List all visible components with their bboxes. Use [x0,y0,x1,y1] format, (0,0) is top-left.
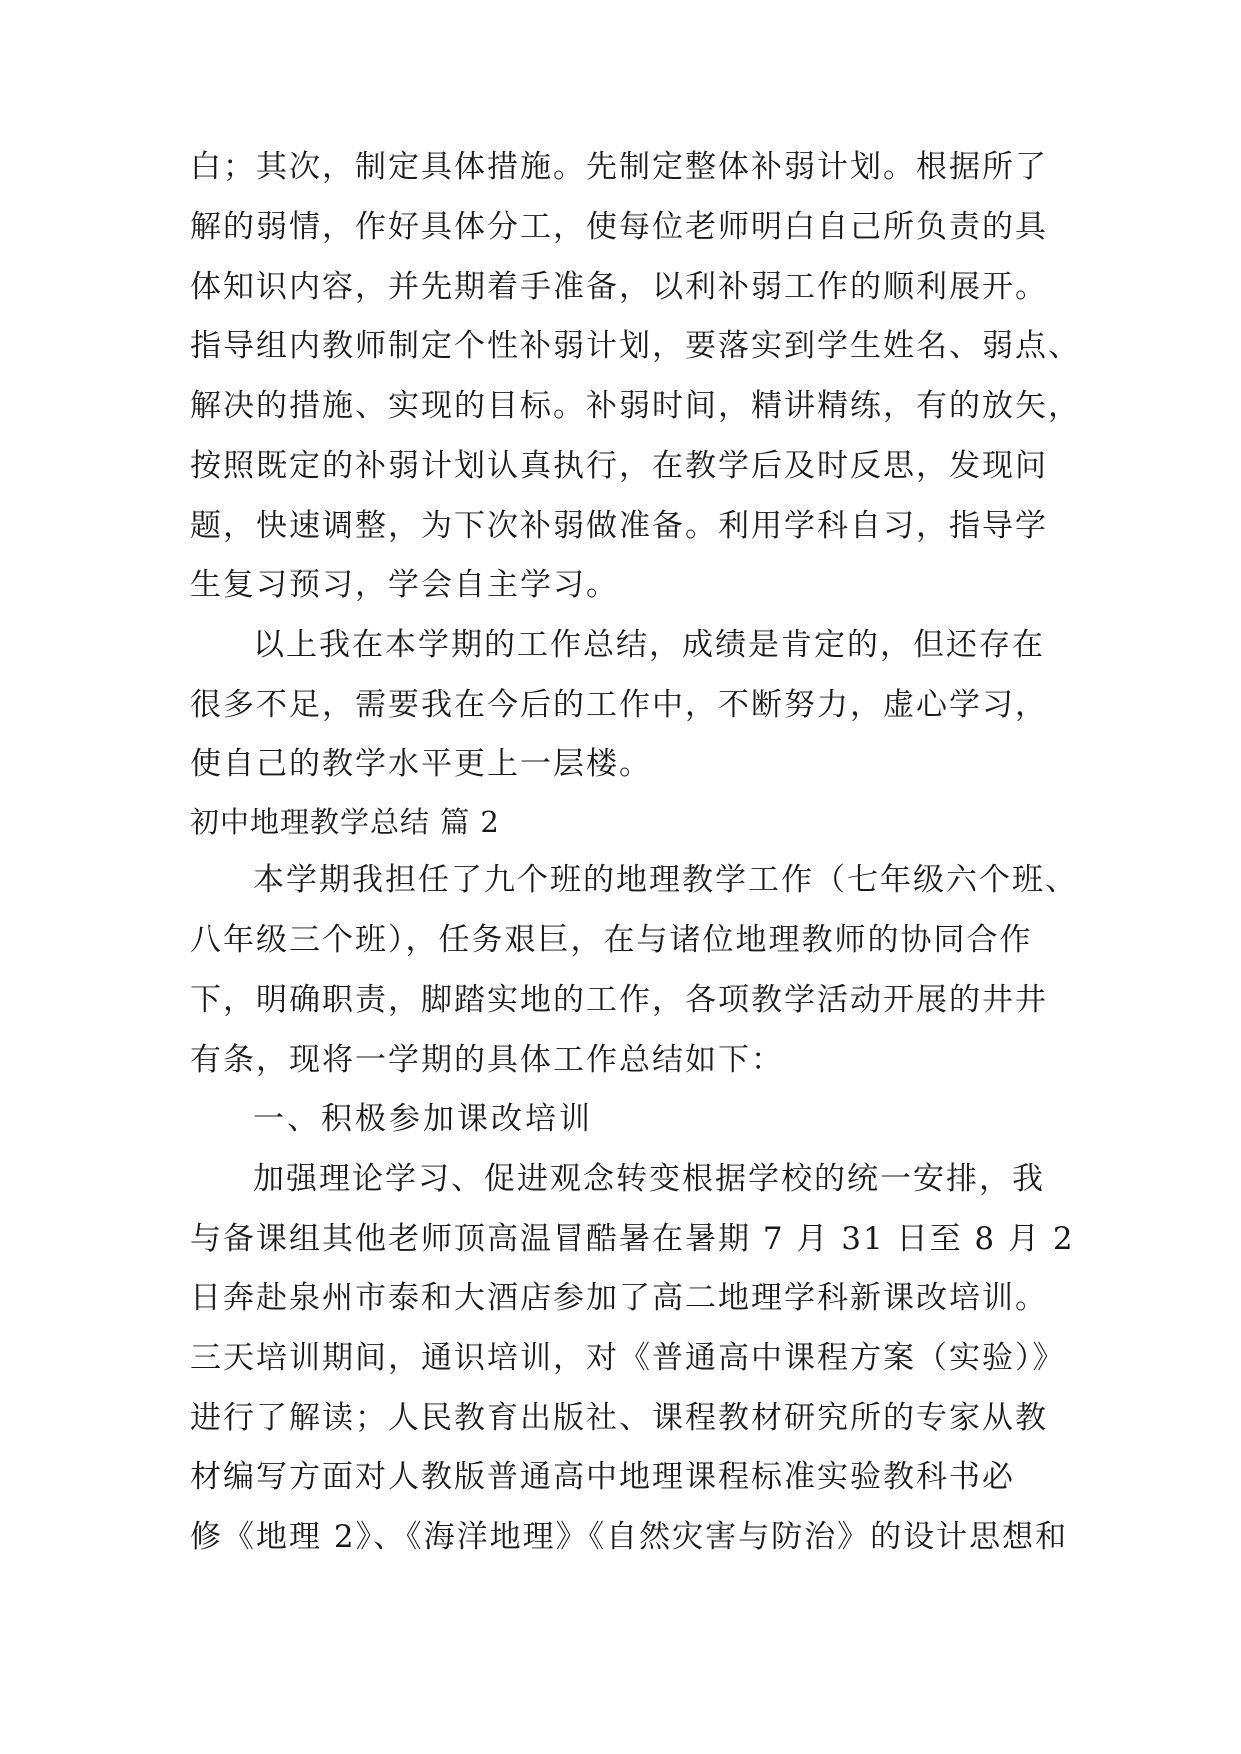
text-line: 八年级三个班），任务艰巨，在与诸位地理教师的协同合作 [190,922,1033,958]
text-line: 解的弱情，作好具体分工，使每位老师明白自己所负责的具 [190,209,1048,245]
text-line: 三天培训期间，通识培训，对《普通高中课程方案（实验）》 [190,1340,1066,1376]
text-line: 下，明确职责，脚踏实地的工作，各项教学活动开展的井井 [190,982,1048,1018]
text-line: 题，快速调整，为下次补弱做准备。利用学科自习，指导学 [190,508,1048,544]
text-line: 体知识内容，并先期着手准备，以利补弱工作的顺利展开。 [190,269,1048,305]
paragraph-first-line: 以上我在本学期的工作总结，成绩是肯定的，但还存在 [253,627,1045,663]
text-line: 指导组内教师制定个性补弱计划，要落实到学生姓名、弱点、 [190,328,1081,364]
text-line: 生复习预习，学会自主学习。 [190,567,619,603]
paragraph-first-line: 本学期我担任了九个班的地理教学工作（七年级六个班、 [253,862,1078,898]
text-line: 有条，现将一学期的具体工作总结如下： [190,1042,784,1078]
text-line: 使自己的教学水平更上一层楼。 [190,746,652,782]
article-heading: 初中地理教学总结 篇 2 [190,805,500,839]
text-line: 与备课组其他老师顶高温冒酷暑在暑期 7 月 31 日至 8 月 2 [190,1221,1075,1257]
paragraph-first-line: 加强理论学习、促进观念转变根据学校的统一安排，我 [253,1161,1045,1197]
section-heading: 一、积极参加课改培训 [253,1101,593,1137]
text-line: 白；其次，制定具体措施。先制定整体补弱计划。根据所了 [190,149,1048,185]
text-line: 修《地理 2》、《海洋地理》《自然灾害与防治》的设计思想和 [190,1519,1069,1555]
text-line: 进行了解读；人民教育出版社、课程教材研究所的专家从教 [190,1400,1048,1436]
text-line: 很多不足，需要我在今后的工作中，不断努力，虚心学习， [190,687,1048,723]
text-line: 日奔赴泉州市泰和大酒店参加了高二地理学科新课改培训。 [190,1280,1048,1316]
text-line: 解决的措施、实现的目标。补弱时间，精讲精练，有的放矢， [190,388,1081,424]
text-line: 材编写方面对人教版普通高中地理课程标准实验教科书必 [190,1459,1015,1495]
text-line: 按照既定的补弱计划认真执行，在教学后及时反思，发现问 [190,448,1048,484]
